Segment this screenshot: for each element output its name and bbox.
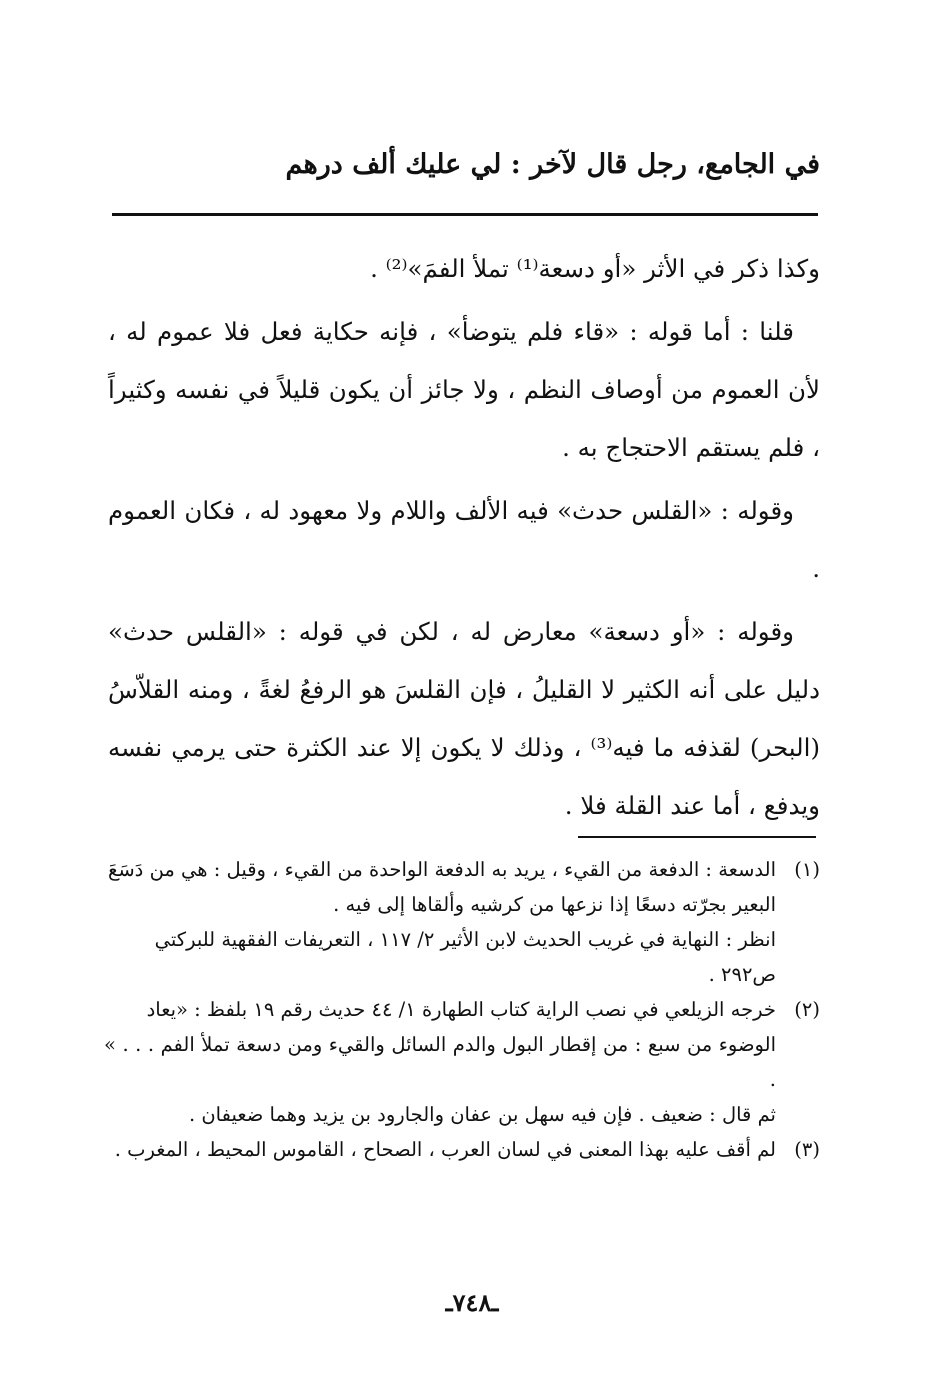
footnote-line: البعير بجرّته دسعًا إذا نزعها من كرشيه وألقاها إلى فيه . xyxy=(333,893,776,916)
footnote-1 xyxy=(104,852,820,992)
footnotes xyxy=(104,852,820,1167)
footnote-text xyxy=(104,852,776,992)
footnote-line: ثم قال : ضعيف . فإن فيه سهل بن عفان والجارود بن يزيد وهما ضعيفان . xyxy=(188,1103,776,1126)
footnote-number: (١) xyxy=(794,858,820,881)
footnote-line: لم أقف عليه بهذا المعنى في لسان العرب ، الصحاح ، القاموس المحيط ، المغرب . xyxy=(114,1138,776,1161)
paragraph: وكذا ذكر في الأثر «أو دسعة⁽¹⁾ تملأ الفمَ»⁽²⁾ . xyxy=(370,254,820,283)
header-divider xyxy=(112,213,818,216)
footnote-line: الوضوء من سبع : من إقطار البول والدم السائل والقيء ومن دسعة تملأ الفم . . . » . xyxy=(104,1033,776,1091)
footnote-2 xyxy=(104,992,820,1132)
footnote-number: (٣) xyxy=(794,1138,820,1161)
footnote-divider xyxy=(578,836,816,838)
main-text xyxy=(108,240,820,840)
footnote-text xyxy=(104,1132,776,1167)
paragraph: قلنا : أما قوله : «قاء فلم يتوضأ» ، فإنه حكاية فعل فلا عموم له ، لأن العموم من أوصاف النظم ، ولا جائز أن يكون قليلاً في نفسه وكثيراً ، فلم يستقم الاحتجاج به . xyxy=(108,317,820,462)
page-number: ـ٧٤٨ـ xyxy=(445,1288,499,1317)
footnote-line: انظر : النهاية في غريب الحديث لابن الأثير ٢/ ١١٧ ، التعريفات الفقهية للبركتي xyxy=(154,928,776,951)
footnote-line: الدسعة : الدفعة من القيء ، يريد به الدفعة الواحدة من القيء ، وقيل : هي من دَسَعَ xyxy=(107,858,776,881)
footnote-line: خرجه الزيلعي في نصب الراية كتاب الطهارة ١/ ٤٤ حديث رقم ١٩ بلفظ : «يعاد xyxy=(146,998,776,1021)
running-header: في الجامع، رجل قال لآخر : لي عليك ألف درهم xyxy=(285,149,820,180)
paragraph: وقوله : «أو دسعة» معارض له ، لكن في قوله : «القلس حدث» دليل على أنه الكثير لا القليلُ ، فإن القلسَ هو الرفعُ لغةً ، ومنه القلاّسُ (البحر) لقذفه ما فيه⁽³⁾ ، وذلك لا يكون إلا عند الكثرة حتى يرمي نفسه ويدفع ، أما عند القلة فلا . xyxy=(108,617,821,820)
footnote-text xyxy=(104,992,776,1132)
footnote-number: (٢) xyxy=(794,998,820,1021)
footnote-line: ص٢٩٢ . xyxy=(708,963,776,986)
footnote-3 xyxy=(104,1132,820,1167)
paragraph: وقوله : «القلس حدث» فيه الألف واللام ولا معهود له ، فكان العموم . xyxy=(108,496,820,583)
